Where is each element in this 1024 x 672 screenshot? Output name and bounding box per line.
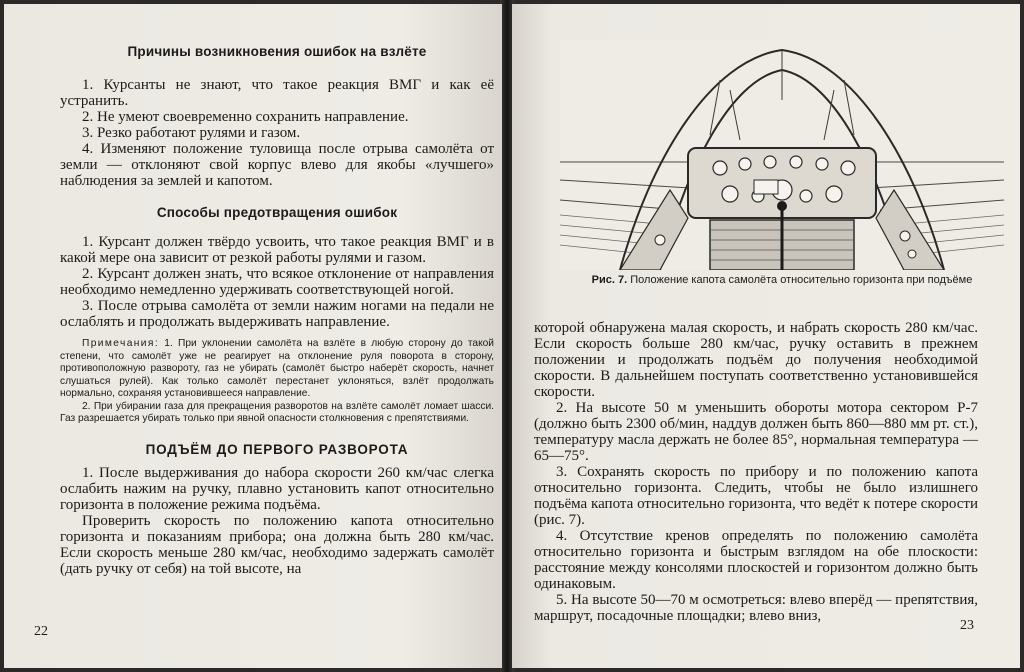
figure-caption-text: Положение капота самолёта относительно горизонта при подъёме [630, 274, 973, 286]
cause-3: 3. Резко работают рулями и газом. [82, 125, 301, 141]
heading-climb: ПОДЪЁМ ДО ПЕРВОГО РАЗВОРОТА [145, 441, 409, 457]
page-number-left: 22 [34, 624, 48, 639]
heading-prevention: Способы предотвращения ошибок [156, 205, 398, 220]
paragraph-4: 4. Отсутствие кренов определять по положению самолёта относительно горизонта и быстрым взглядом на обе плоскости: расстояние между консолями плоскостей и горизонтом должно быть одинаковым. [534, 528, 978, 592]
notes-block [60, 338, 494, 426]
cause-1: 1. Курсанты не знают, что такое реакция ВМГ и как её устранить. [60, 77, 494, 109]
prevention-2: 2. Курсант должен знать, что всякое отклонение от направления необходимо немедленно удерживать соответствующей ногой. [60, 266, 494, 298]
climb-1: 1. После выдерживания до набора скорости 260 км/час слегка ослабить нажим на ручку, плавно установить капот относительно горизонта в положение режима подъёма. [60, 464, 494, 513]
left-page [4, 4, 502, 668]
cause-4: 4. Изменяют положение туловища после отрыва самолёта от земли — отклоняют свой корпус влево для якобы «лучшего» наблюдения за землей и капотом. [60, 141, 494, 189]
left-page-content [60, 40, 494, 577]
paragraph-3: 3. Сохранять скорость по прибору и по положению капота относительно горизонта. Следить, чтобы не было излишнего подъёма капота относительно горизонта, что ведёт к потере скорости (рис. 7). [534, 464, 978, 528]
prevention-3: 3. После отрыва самолёта от земли нажим ногами на педали не ослаблять и продолжать выдерживать направление. [60, 298, 494, 330]
paragraph-5: 5. На высоте 50—70 м осмотреться: влево вперёд — препятствия, маршрут, посадочные площадки; влево вниз, [534, 592, 978, 624]
note-1-text: 1. При уклонении самолёта на взлёте в любую сторону до такой степени, что самолёт уже не реагирует на отклонение руля поворота в сторону, противоположную развороту, газ не убирать (самолёт быстро наберёт скорость, начнет слушаться рулей). Как только самолёт перестанет уклоняться, взлёт продолжать нормально, сохраняя установившееся направление. [60, 338, 494, 399]
heading-causes: Причины возникновения ошибок на взлёте [127, 44, 427, 59]
figure-caption [572, 274, 992, 287]
right-page [512, 4, 1020, 668]
note-2: 2. При убирании газа для прекращения разворотов на взлёте самолёт ломает шасси. Газ разрешается убирать только при явной опасности столкновения с препятствиями. [60, 400, 494, 424]
climb-2: Проверить скорость по положению капота относительно горизонта и показаниям прибора; она должна быть 280 км/час. Если скорость меньше 280 км/час, необходимо задержать самолёт (дать ручку от себя) на той высоте, на [60, 512, 494, 577]
prevention-1: 1. Курсант должен твёрдо усвоить, что такое реакция ВМГ и в какой мере она зависит от резкой работы рулями и газом. [60, 234, 494, 266]
note-1 [60, 338, 494, 401]
page-number-right: 23 [960, 618, 974, 633]
notes-label: Примечания: [82, 338, 160, 349]
cause-2: 2. Не умеют своевременно сохранить направление. [82, 109, 409, 125]
cockpit-illustration [560, 40, 1004, 270]
paragraph-continuation: которой обнаружена малая скорость, и набрать скорость 280 км/час. Если скорость больше 280 км/час, ручку оставить в прежнем положении и продолжать подъём до получения необходимой скорости. В дальнейшем поступать соответственно установившейся скорости. [534, 320, 978, 400]
paragraph-2: 2. На высоте 50 м уменьшить обороты мотора сектором Р-7 (должно быть 2300 об/мин, наддув должен быть 860—880 мм рт. ст.), температуру масла держать не более 85°, нормальная температура — 65—75°. [534, 400, 978, 464]
right-page-content [534, 320, 978, 624]
figure-label: Рис. 7. [591, 274, 628, 286]
